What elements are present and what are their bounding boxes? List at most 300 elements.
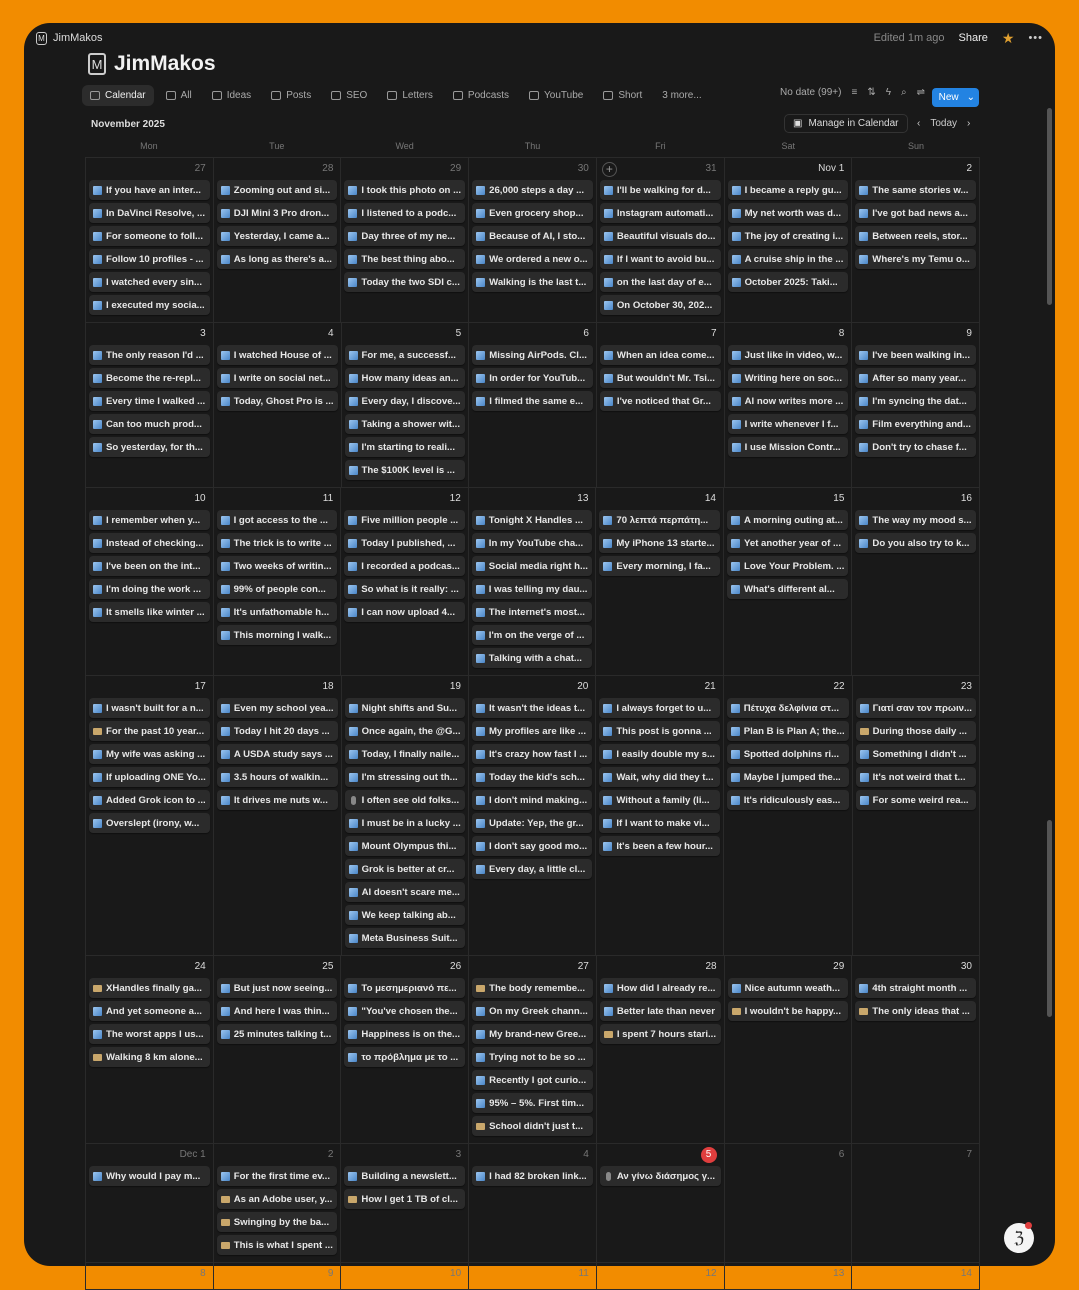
event-card[interactable]: [855, 510, 976, 530]
day-number: [472, 956, 593, 978]
share-button[interactable]: Share: [958, 32, 988, 44]
event-card[interactable]: [727, 744, 849, 764]
event-title: The way my mood s...: [872, 514, 972, 526]
event-card[interactable]: [600, 203, 721, 223]
filter-icon[interactable]: ≡: [851, 87, 858, 98]
day-number: [217, 158, 338, 180]
event-title: A morning outing at...: [743, 514, 843, 526]
event-card[interactable]: [600, 1024, 721, 1044]
event-card[interactable]: [344, 203, 465, 223]
event-card[interactable]: [599, 767, 719, 787]
event-card[interactable]: [344, 978, 465, 998]
day-cell[interactable]: [214, 323, 342, 488]
event-card[interactable]: [472, 721, 592, 741]
event-card[interactable]: [599, 790, 719, 810]
event-card[interactable]: [217, 625, 338, 645]
event-card[interactable]: [600, 226, 721, 246]
day-cell[interactable]: [596, 488, 724, 676]
document-icon: [348, 1007, 357, 1016]
breadcrumb-title[interactable]: JimMakos: [53, 32, 103, 44]
event-card[interactable]: [472, 579, 593, 599]
day-cell[interactable]: [469, 1144, 597, 1263]
event-card[interactable]: [344, 1166, 465, 1186]
day-cell[interactable]: [725, 323, 853, 488]
event-card[interactable]: [345, 744, 465, 764]
event-card[interactable]: [600, 978, 721, 998]
event-card[interactable]: [344, 602, 465, 622]
scrollbar-thumb[interactable]: [1047, 108, 1052, 305]
event-card[interactable]: [89, 437, 210, 457]
more-options-icon[interactable]: •••: [1028, 32, 1043, 44]
event-card[interactable]: [728, 437, 849, 457]
day-cell[interactable]: [214, 1144, 342, 1263]
event-card[interactable]: [344, 1189, 465, 1209]
tab-short[interactable]: [595, 85, 650, 106]
event-card[interactable]: [727, 556, 848, 576]
event-title: Today I hit 20 days ...: [233, 725, 330, 737]
event-card[interactable]: [345, 391, 466, 411]
day-cell[interactable]: [852, 488, 980, 676]
event-card[interactable]: [345, 368, 466, 388]
event-card[interactable]: [472, 1093, 593, 1113]
day-cell[interactable]: [852, 956, 980, 1144]
day-cell[interactable]: [725, 158, 853, 323]
day-cell[interactable]: [725, 1144, 853, 1263]
day-cell[interactable]: [852, 1263, 980, 1290]
event-card[interactable]: [89, 556, 210, 576]
event-card[interactable]: [472, 698, 592, 718]
automation-bolt-icon[interactable]: ϟ: [885, 87, 891, 98]
day-cell[interactable]: [597, 158, 725, 323]
day-cell[interactable]: [214, 676, 342, 956]
event-card[interactable]: [344, 1047, 465, 1067]
event-card[interactable]: [727, 790, 849, 810]
event-card[interactable]: [599, 533, 720, 553]
day-cell[interactable]: [469, 676, 596, 956]
event-card[interactable]: [89, 978, 210, 998]
day-number-label: 13: [833, 1268, 845, 1279]
event-card[interactable]: [728, 249, 849, 269]
prev-month-icon[interactable]: ‹: [917, 118, 921, 129]
event-card[interactable]: [345, 767, 465, 787]
event-title: Film everything and...: [872, 418, 971, 430]
event-card[interactable]: [217, 226, 338, 246]
day-cell[interactable]: [86, 676, 214, 956]
day-cell[interactable]: [214, 956, 342, 1144]
event-card[interactable]: [217, 978, 338, 998]
event-card[interactable]: [472, 648, 593, 668]
event-card[interactable]: [472, 510, 593, 530]
tab-all[interactable]: [158, 85, 200, 106]
event-card[interactable]: [217, 533, 338, 553]
tab-label: Posts: [286, 90, 312, 101]
search-icon[interactable]: ⌕: [901, 87, 907, 98]
event-card[interactable]: [217, 602, 338, 622]
event-card[interactable]: [217, 249, 338, 269]
event-card[interactable]: [89, 295, 210, 315]
event-card[interactable]: [472, 602, 593, 622]
day-cell[interactable]: [597, 1263, 725, 1290]
event-card[interactable]: [728, 272, 849, 292]
day-cell[interactable]: [852, 1144, 980, 1263]
event-card[interactable]: [472, 744, 592, 764]
day-cell[interactable]: [214, 488, 342, 676]
event-card[interactable]: [472, 1024, 593, 1044]
event-card[interactable]: [217, 1024, 338, 1044]
favorite-star-icon[interactable]: ★: [1001, 29, 1015, 46]
event-card[interactable]: [855, 249, 976, 269]
event-card[interactable]: [345, 460, 466, 480]
event-title: I've been on the int...: [106, 560, 201, 572]
event-card[interactable]: [600, 295, 721, 315]
manage-label: Manage in Calendar: [808, 118, 899, 129]
event-card[interactable]: [472, 272, 593, 292]
manage-in-calendar-button[interactable]: [784, 114, 908, 133]
event-title: For me, a successf...: [361, 349, 456, 361]
tab-letters[interactable]: [379, 85, 441, 106]
day-cell[interactable]: [469, 158, 597, 323]
event-card[interactable]: [217, 1166, 338, 1186]
event-card[interactable]: [89, 510, 210, 530]
day-cell[interactable]: [342, 676, 469, 956]
event-card[interactable]: [344, 249, 465, 269]
day-number: [89, 956, 210, 978]
event-card[interactable]: [599, 836, 719, 856]
event-card[interactable]: [344, 556, 465, 576]
event-card[interactable]: [855, 533, 976, 553]
day-cell[interactable]: [86, 158, 214, 323]
event-card[interactable]: [472, 368, 593, 388]
event-title: Tonight X Handles ...: [488, 514, 583, 526]
day-cell[interactable]: [724, 488, 852, 676]
event-card[interactable]: [217, 556, 338, 576]
event-card[interactable]: [217, 391, 338, 411]
event-card[interactable]: [345, 813, 465, 833]
day-cell[interactable]: [86, 488, 214, 676]
event-card[interactable]: [855, 978, 976, 998]
event-card[interactable]: [599, 556, 720, 576]
day-cell[interactable]: [341, 488, 469, 676]
day-cell[interactable]: [86, 323, 214, 488]
new-button[interactable]: [932, 88, 979, 107]
event-card[interactable]: [472, 203, 593, 223]
day-cell[interactable]: [341, 158, 469, 323]
event-card[interactable]: [89, 368, 210, 388]
day-number: [728, 956, 849, 978]
tab-calendar[interactable]: [82, 85, 154, 106]
event-card[interactable]: [344, 579, 465, 599]
event-card[interactable]: [217, 744, 338, 764]
day-number-label: Dec 1: [179, 1149, 206, 1160]
event-card[interactable]: [89, 579, 210, 599]
event-card[interactable]: [856, 744, 976, 764]
event-card[interactable]: [217, 1189, 338, 1209]
event-card[interactable]: [855, 1001, 976, 1021]
day-cell[interactable]: [469, 488, 597, 676]
event-title: In order for YouTub...: [489, 372, 586, 384]
event-card[interactable]: [89, 272, 210, 292]
event-card[interactable]: [472, 533, 593, 553]
tab-posts[interactable]: [263, 85, 319, 106]
event-card[interactable]: [89, 533, 210, 553]
event-card[interactable]: [89, 1024, 210, 1044]
event-card[interactable]: [856, 721, 976, 741]
event-title: Talking with a chat...: [488, 652, 582, 664]
document-icon: [476, 654, 485, 663]
event-card[interactable]: [345, 882, 465, 902]
event-card[interactable]: [344, 1001, 465, 1021]
event-card[interactable]: [728, 368, 849, 388]
document-icon: [93, 278, 102, 287]
event-card[interactable]: [728, 1001, 849, 1021]
day-cell[interactable]: [597, 956, 725, 1144]
no-date-button[interactable]: No date (99+): [780, 87, 842, 98]
event-card[interactable]: [727, 510, 848, 530]
day-cell[interactable]: [86, 1263, 214, 1290]
event-card[interactable]: [728, 203, 849, 223]
event-card[interactable]: [217, 721, 338, 741]
event-card[interactable]: [855, 345, 976, 365]
event-card[interactable]: [855, 203, 976, 223]
event-card[interactable]: [855, 437, 976, 457]
event-card[interactable]: [472, 790, 592, 810]
tab-seo[interactable]: [323, 85, 375, 106]
event-card[interactable]: [89, 721, 210, 741]
event-card[interactable]: [89, 698, 210, 718]
event-card[interactable]: [345, 859, 465, 879]
event-card[interactable]: [728, 180, 849, 200]
event-card[interactable]: [344, 226, 465, 246]
event-card[interactable]: [89, 1047, 210, 1067]
event-card[interactable]: [599, 813, 719, 833]
day-cell[interactable]: [341, 1144, 469, 1263]
event-card[interactable]: [89, 345, 210, 365]
document-icon: [93, 255, 102, 264]
event-card[interactable]: [600, 1001, 721, 1021]
event-card[interactable]: [89, 226, 210, 246]
event-card[interactable]: [89, 414, 210, 434]
event-card[interactable]: [89, 249, 210, 269]
day-cell[interactable]: [853, 676, 980, 956]
event-card[interactable]: [472, 859, 592, 879]
event-card[interactable]: [217, 203, 338, 223]
event-title: The worst apps I us...: [106, 1028, 204, 1040]
event-card[interactable]: [856, 790, 976, 810]
settings-sliders-icon[interactable]: ⇌: [916, 87, 925, 98]
day-cell[interactable]: [469, 1263, 597, 1290]
event-card[interactable]: [345, 414, 466, 434]
day-cell[interactable]: [596, 676, 723, 956]
event-card[interactable]: [599, 744, 719, 764]
document-icon: [348, 562, 357, 571]
notification-dot: [1025, 1222, 1032, 1229]
event-card[interactable]: [89, 813, 210, 833]
next-month-icon[interactable]: ›: [967, 118, 971, 129]
event-card[interactable]: [855, 226, 976, 246]
event-card[interactable]: [856, 767, 976, 787]
event-card[interactable]: [345, 437, 466, 457]
day-cell[interactable]: [725, 1263, 853, 1290]
event-card[interactable]: [217, 1001, 338, 1021]
event-card[interactable]: [345, 836, 465, 856]
event-card[interactable]: [217, 1235, 338, 1255]
chevron-down-icon[interactable]: ⌄: [966, 92, 975, 103]
event-card[interactable]: [345, 698, 465, 718]
event-card[interactable]: [472, 1070, 593, 1090]
today-button[interactable]: Today: [930, 118, 958, 129]
event-card[interactable]: [345, 905, 465, 925]
event-card[interactable]: [89, 391, 210, 411]
assistant-avatar-button[interactable]: ℨ: [1004, 1223, 1034, 1253]
event-card[interactable]: [345, 928, 465, 948]
event-card[interactable]: [599, 721, 719, 741]
event-card[interactable]: [855, 180, 976, 200]
day-number: [217, 676, 338, 698]
event-card[interactable]: [727, 698, 849, 718]
event-card[interactable]: [600, 272, 721, 292]
tab-ideas[interactable]: [204, 85, 259, 106]
document-icon: [859, 232, 868, 241]
event-card[interactable]: [89, 744, 210, 764]
event-card[interactable]: [217, 579, 338, 599]
event-card[interactable]: [599, 698, 719, 718]
day-number-label: 16: [960, 493, 972, 504]
document-icon: [860, 773, 869, 782]
event-card[interactable]: [855, 368, 976, 388]
event-card[interactable]: [89, 767, 210, 787]
document-icon: [732, 374, 741, 383]
event-card[interactable]: [600, 249, 721, 269]
day-cell[interactable]: [86, 956, 214, 1144]
day-cell[interactable]: [597, 323, 725, 488]
event-card[interactable]: [856, 698, 976, 718]
day-cell[interactable]: [724, 676, 853, 956]
event-card[interactable]: [599, 510, 720, 530]
event-card[interactable]: [728, 978, 849, 998]
day-cell[interactable]: [725, 956, 853, 1144]
event-card[interactable]: [600, 180, 721, 200]
tab-youtube[interactable]: [521, 85, 591, 106]
event-card[interactable]: [345, 345, 466, 365]
event-card[interactable]: [217, 767, 338, 787]
document-icon: [603, 819, 612, 828]
day-number: [599, 488, 720, 510]
event-card[interactable]: [344, 272, 465, 292]
event-title: DJI Mini 3 Pro dron...: [233, 207, 330, 219]
event-card[interactable]: [472, 226, 593, 246]
scrollbar-thumb-lower[interactable]: [1047, 820, 1052, 1017]
event-card[interactable]: [217, 368, 338, 388]
event-card[interactable]: [89, 602, 210, 622]
day-cell[interactable]: [852, 158, 980, 323]
event-card[interactable]: [472, 978, 593, 998]
event-card[interactable]: [472, 1116, 593, 1136]
day-cell[interactable]: [214, 1263, 342, 1290]
event-title: Nice autumn weath...: [744, 982, 840, 994]
day-cell[interactable]: [469, 323, 597, 488]
event-card[interactable]: [89, 203, 210, 223]
tab-label: Calendar: [105, 90, 146, 101]
event-card[interactable]: [855, 414, 976, 434]
event-card[interactable]: [600, 345, 721, 365]
document-icon: [349, 934, 358, 943]
event-card[interactable]: [344, 510, 465, 530]
event-card[interactable]: [345, 721, 465, 741]
event-card[interactable]: [217, 790, 338, 810]
day-cell[interactable]: [86, 1144, 214, 1263]
event-card[interactable]: [727, 579, 848, 599]
event-card[interactable]: [217, 180, 338, 200]
event-card[interactable]: [217, 698, 338, 718]
document-icon: [476, 842, 485, 851]
day-cell[interactable]: [214, 158, 342, 323]
event-card[interactable]: [727, 533, 848, 553]
event-card[interactable]: [344, 180, 465, 200]
day-cell[interactable]: [597, 1144, 725, 1263]
event-card[interactable]: [472, 767, 592, 787]
event-card[interactable]: [472, 249, 593, 269]
event-card[interactable]: [472, 1166, 593, 1186]
tab-podcasts[interactable]: [445, 85, 517, 106]
event-card[interactable]: [89, 790, 210, 810]
event-card[interactable]: [728, 345, 849, 365]
event-card[interactable]: [344, 533, 465, 553]
day-number: [855, 158, 976, 180]
event-title: on the last day of e...: [616, 276, 712, 288]
event-card[interactable]: [600, 1166, 721, 1186]
event-card[interactable]: [472, 180, 593, 200]
event-card[interactable]: [472, 813, 592, 833]
event-card[interactable]: [472, 345, 593, 365]
event-card[interactable]: [217, 345, 338, 365]
sort-icon[interactable]: ⇅: [867, 87, 876, 98]
event-card[interactable]: [728, 226, 849, 246]
event-card[interactable]: [89, 1166, 210, 1186]
tab-more-button[interactable]: 3 more...: [662, 90, 702, 101]
day-cell[interactable]: [852, 323, 980, 488]
day-cell[interactable]: [341, 956, 469, 1144]
event-card[interactable]: [217, 510, 338, 530]
event-card[interactable]: [600, 368, 721, 388]
event-card[interactable]: [728, 414, 849, 434]
event-card[interactable]: [345, 790, 465, 810]
day-cell[interactable]: [469, 956, 597, 1144]
event-card[interactable]: [727, 767, 849, 787]
day-cell[interactable]: [342, 323, 470, 488]
event-card[interactable]: [472, 1001, 593, 1021]
event-card[interactable]: [728, 391, 849, 411]
folder-icon: [476, 985, 485, 992]
document-icon: [603, 750, 612, 759]
event-card[interactable]: [472, 625, 593, 645]
event-card[interactable]: [89, 1001, 210, 1021]
event-card[interactable]: [855, 391, 976, 411]
event-card[interactable]: [217, 1212, 338, 1232]
document-icon: [93, 301, 102, 310]
day-cell[interactable]: [341, 1263, 469, 1290]
event-card[interactable]: [472, 556, 593, 576]
event-card[interactable]: [472, 836, 592, 856]
event-card[interactable]: [600, 391, 721, 411]
event-title: Building a newslett...: [361, 1170, 457, 1182]
event-card[interactable]: [472, 391, 593, 411]
event-card[interactable]: [472, 1047, 593, 1067]
add-event-icon[interactable]: +: [602, 162, 617, 177]
event-card[interactable]: [344, 1024, 465, 1044]
event-title: It smells like winter ...: [106, 606, 205, 618]
event-card[interactable]: [89, 180, 210, 200]
event-card[interactable]: [727, 721, 849, 741]
